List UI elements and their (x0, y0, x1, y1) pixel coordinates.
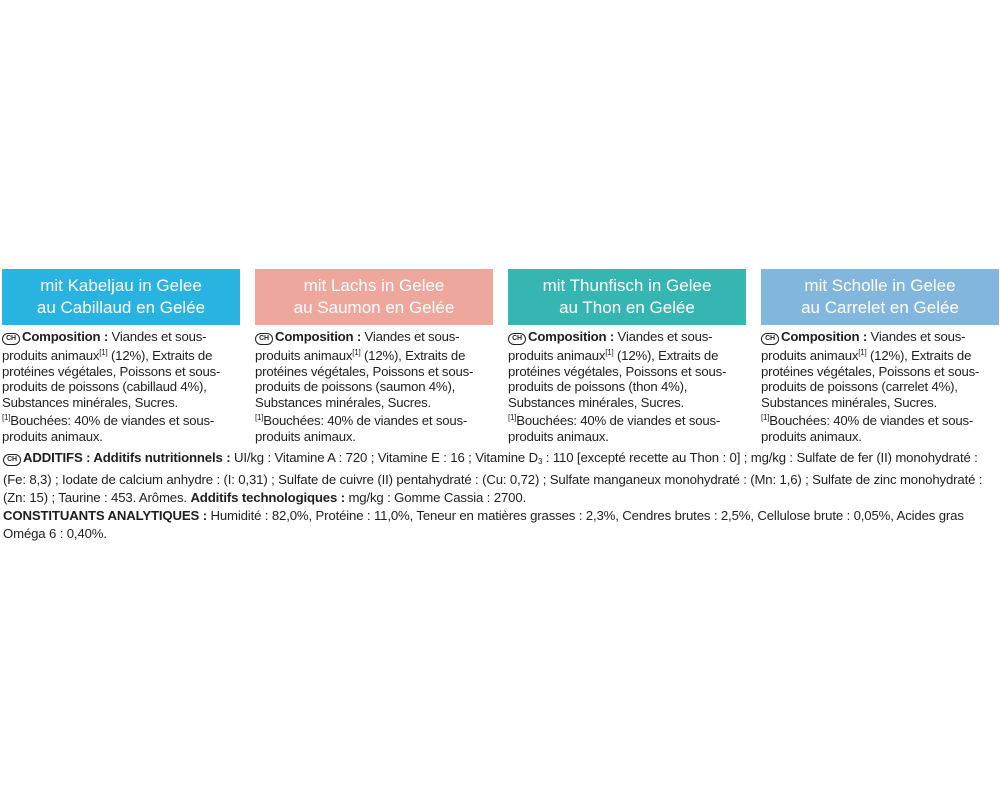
composition-text (761, 329, 999, 444)
title-german: mit Scholle in Gelee (804, 276, 956, 295)
composition-part-b: (12%), Extraits de protéines végétales, Poissons et sous-produits de poissons (thon 4%), Substances minérales, Sucres. (508, 348, 727, 410)
composition-label: Composition : (528, 329, 615, 344)
footnote-mark: [1] (2, 413, 11, 422)
ch-badge-icon: CH (2, 333, 20, 345)
composition-label: Composition : (781, 329, 868, 344)
variant-carrelet (761, 269, 999, 444)
title-german: mit Kabeljau in Gelee (40, 276, 202, 295)
variant-banner (761, 269, 999, 325)
variant-cabillaud (2, 269, 240, 444)
footnote-text: Bouchées: 40% de viandes et sous-produits animaux. (508, 413, 721, 444)
ch-badge-icon: CH (3, 454, 21, 466)
additives-text-c: mg/kg : Gomme Cassia : 2700. (344, 490, 527, 505)
composition-text (2, 329, 240, 444)
ch-badge-icon: CH (761, 333, 779, 345)
variant-saumon (255, 269, 493, 444)
composition-label: Composition : (22, 329, 109, 344)
variant-thon (508, 269, 746, 444)
composition-part-a: Viandes et sous-produits animaux (508, 329, 713, 363)
footnote-mark: [1] (761, 413, 770, 422)
composition-text (255, 329, 493, 444)
footnote-text: Bouchées: 40% de viandes et sous-produits animaux. (2, 413, 215, 444)
analytical-constituents-text: Humidité : 82,0%, Protéine : 11,0%, Teneur en matières grasses : 2,3%, Cendres brutes : 2,5%, Cellulose brute : 0,05%, Acides gras Oméga 6 : 0,40%. (3, 508, 964, 541)
footnote-mark: [1] (605, 348, 614, 357)
variant-banner (508, 269, 746, 325)
composition-part-a: Viandes et sous-produits animaux (2, 329, 207, 363)
footnote-text: Bouchées: 40% de viandes et sous-produits animaux. (255, 413, 468, 444)
vitamin-d-subscript: 3 (537, 457, 543, 466)
title-german: mit Lachs in Gelee (303, 276, 445, 295)
footnote-mark: [1] (255, 413, 264, 422)
title-french: au Saumon en Gelée (293, 298, 455, 317)
additives-label: ADDITIFS : Additifs nutritionnels : (23, 450, 231, 465)
composition-part-b: (12%), Extraits de protéines végétales, Poissons et sous-produits de poissons (cabillaud 4%), Substances minérales, Sucres. (2, 348, 221, 410)
composition-part-b: (12%), Extraits de protéines végétales, Poissons et sous-produits de poissons (saumon 4%), Substances minérales, Sucres. (255, 348, 474, 410)
composition-part-a: Viandes et sous-produits animaux (255, 329, 460, 363)
title-german: mit Thunfisch in Gelee (542, 276, 712, 295)
composition-label: Composition : (275, 329, 362, 344)
footnote-mark: [1] (352, 348, 361, 357)
variant-banner (2, 269, 240, 325)
composition-part-b: (12%), Extraits de protéines végétales, Poissons et sous-produits de poissons (carrelet 4%), Substances minérales, Sucres. (761, 348, 980, 410)
technological-additives-label: Additifs technologiques : (190, 490, 345, 505)
analytical-constituents-label: CONSTITUANTS ANALYTIQUES : (3, 508, 207, 523)
additives-section (3, 449, 993, 543)
title-french: au Thon en Gelée (559, 298, 695, 317)
composition-part-a: Viandes et sous-produits animaux (761, 329, 966, 363)
footnote-mark: [1] (99, 348, 108, 357)
additives-text-b: : 110 [excepté recette au Thon : 0] ; mg/kg : Sulfate de fer (II) monohydraté : (Fe: 8,3) ; Iodate de calcium anhydre : (I: 0,31) ; Sulfate de cuivre (II) pentahydraté : (Cu: 0,72) ; Sulfate manganeux monohydraté : (Mn: 1,6) ; Sulfate de zinc monohydraté : (Zn: 15) ; Taurine : 453. Arômes. (3, 450, 983, 505)
composition-text (508, 329, 746, 444)
footnote-mark: [1] (508, 413, 517, 422)
ch-badge-icon: CH (255, 333, 273, 345)
ch-badge-icon: CH (508, 333, 526, 345)
title-french: au Carrelet en Gelée (801, 298, 959, 317)
footnote-mark: [1] (858, 348, 867, 357)
variant-banner (255, 269, 493, 325)
title-french: au Cabillaud en Gelée (36, 298, 206, 317)
additives-text-a: UI/kg : Vitamine A : 720 ; Vitamine E : 16 ; Vitamine D (230, 450, 538, 465)
footnote-text: Bouchées: 40% de viandes et sous-produits animaux. (761, 413, 974, 444)
